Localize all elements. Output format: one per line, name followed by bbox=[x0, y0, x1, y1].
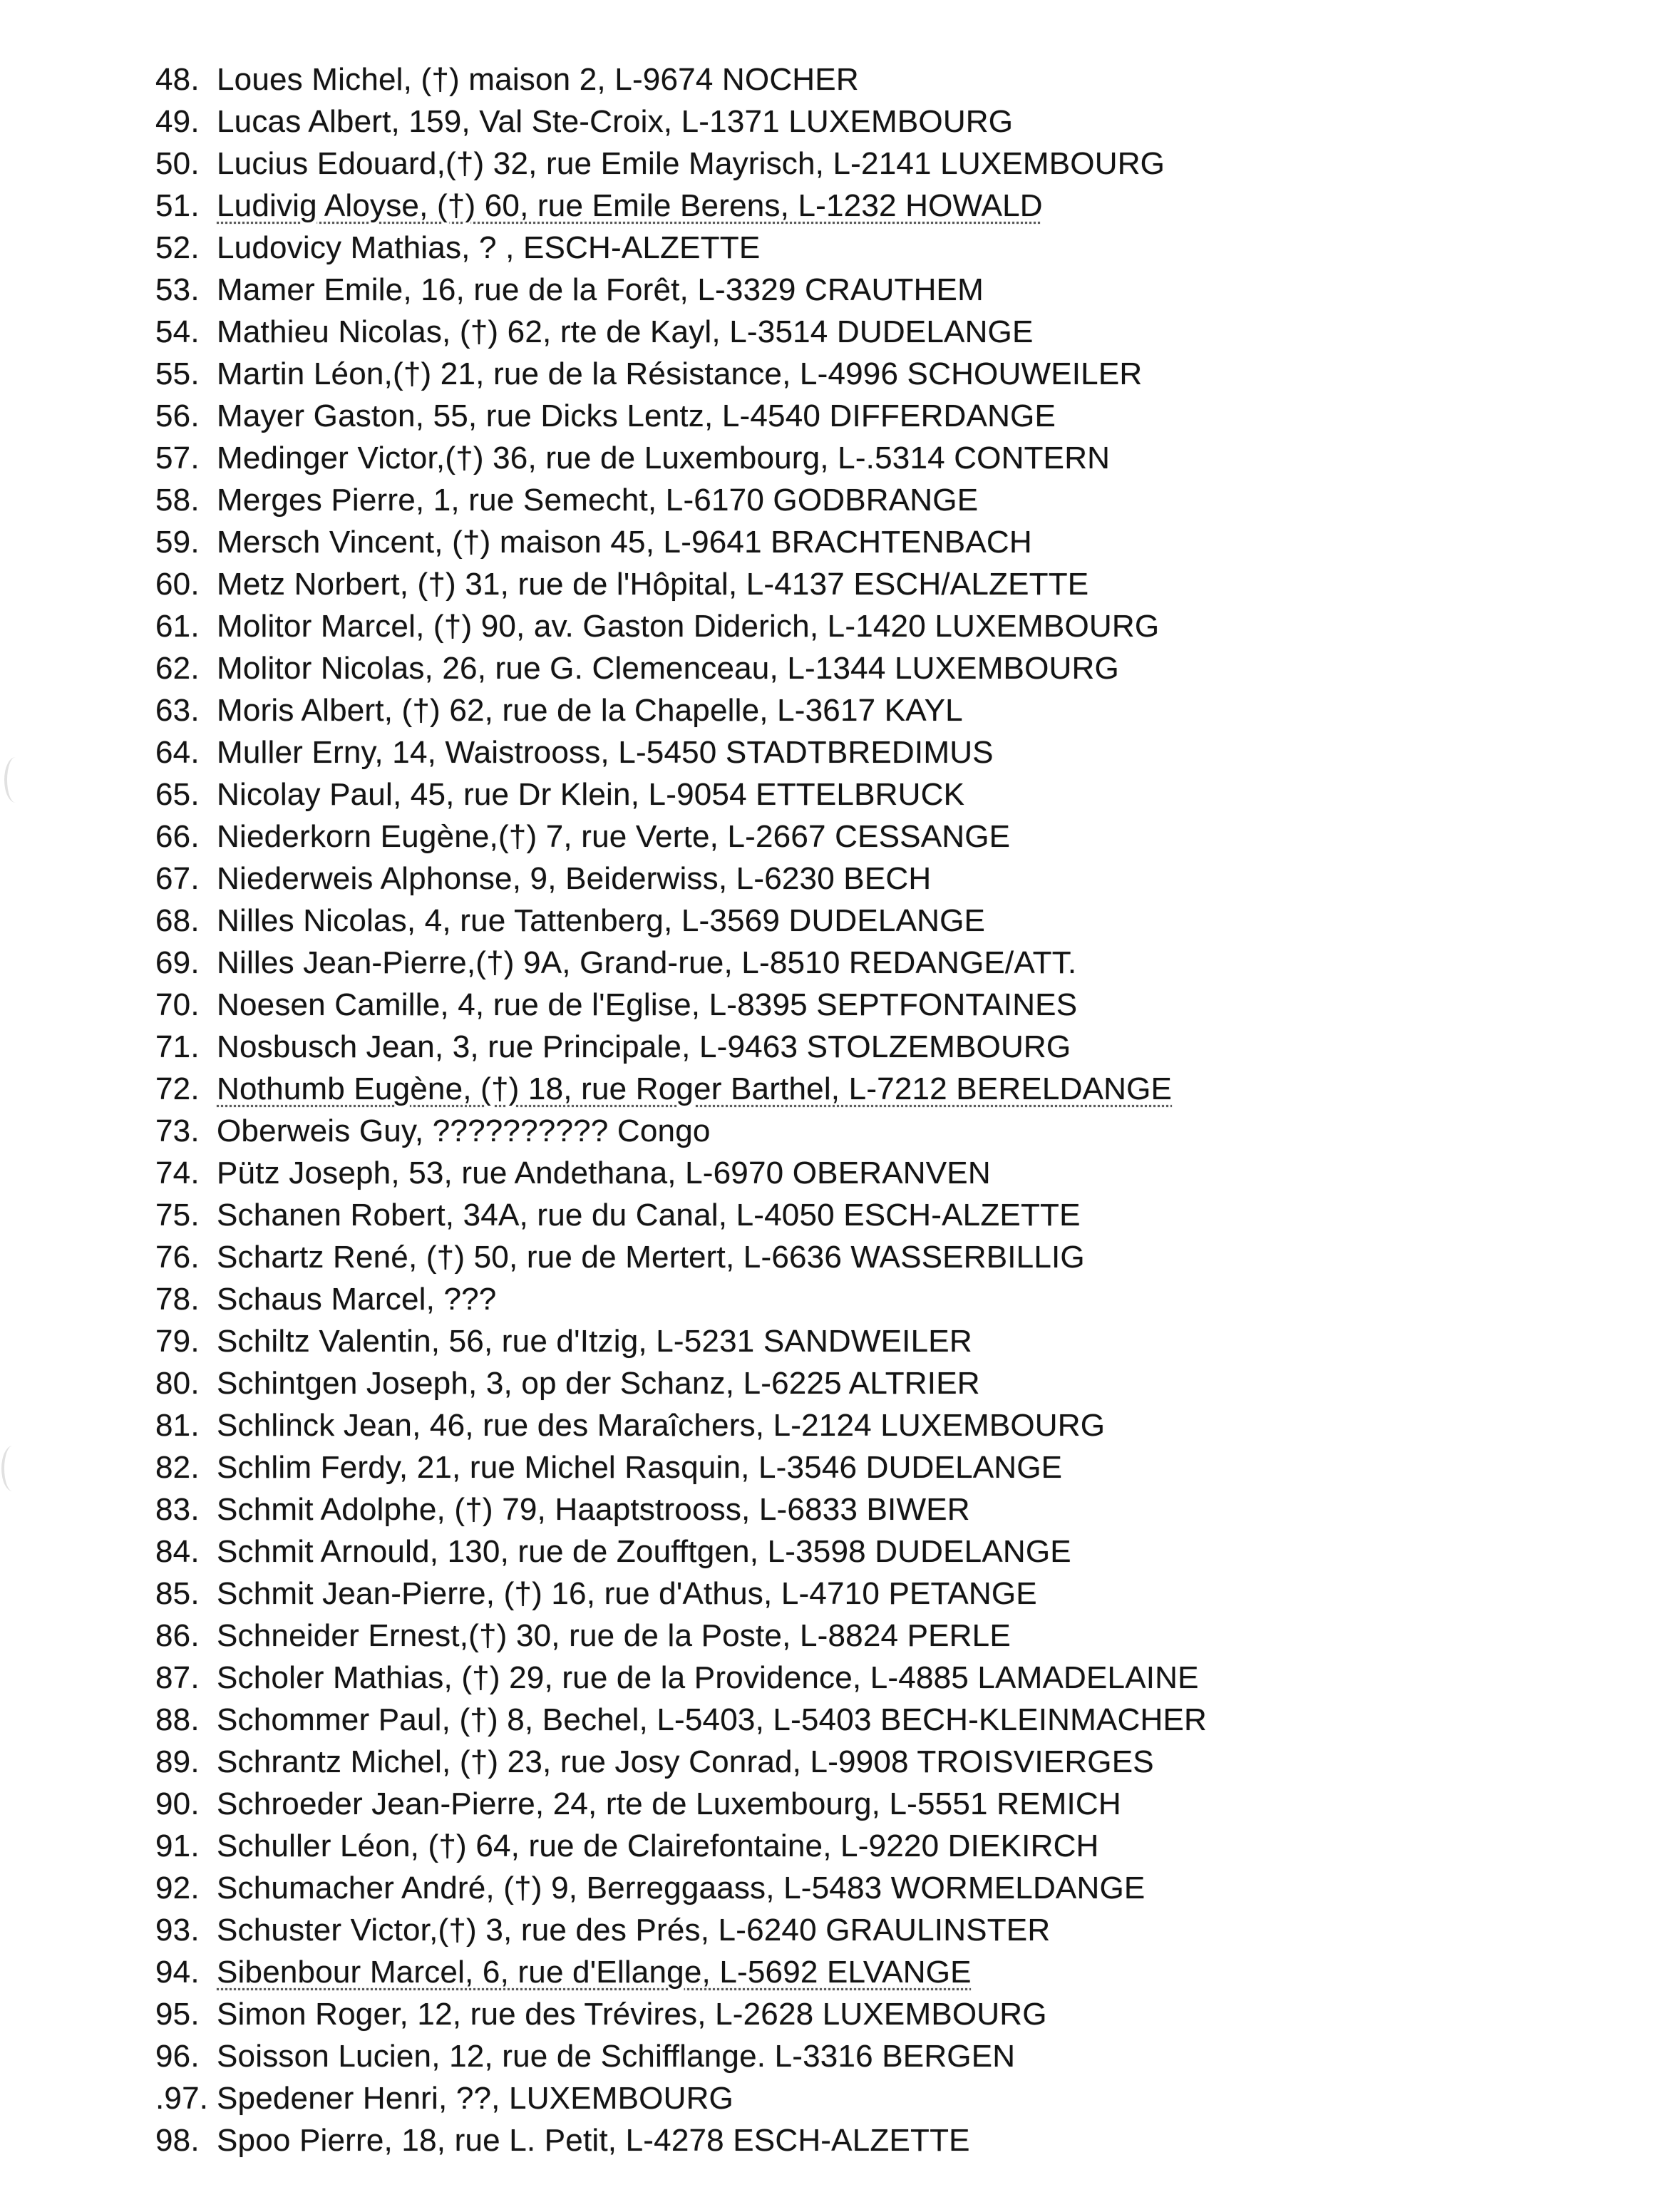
entry-number: 64. bbox=[155, 735, 200, 770]
entry-number: 96. bbox=[155, 2039, 200, 2074]
entry-text: Muller Erny, 14, Waistrooss, L-5450 STADTBREDIMUS bbox=[217, 735, 994, 770]
entry-number: 68. bbox=[155, 903, 200, 938]
entry-text: Ludovicy Mathias, ? , ESCH-ALZETTE bbox=[217, 230, 761, 265]
entry-number: 83. bbox=[155, 1492, 200, 1527]
entry-number: 66. bbox=[155, 819, 200, 854]
entry-number: 49. bbox=[155, 104, 200, 139]
list-item bbox=[155, 1825, 1635, 1867]
entry-number: 86. bbox=[155, 1618, 200, 1653]
list-item bbox=[155, 1026, 1635, 1068]
entry-number: 56. bbox=[155, 398, 200, 433]
entry-text: Sibenbour Marcel, 6, rue d'Ellange, L-5692 ELVANGE bbox=[217, 1955, 972, 1990]
entry-text: Spedener Henri, ??, LUXEMBOURG bbox=[217, 2081, 734, 2116]
list-item bbox=[155, 1573, 1635, 1615]
entry-number: 61. bbox=[155, 609, 200, 644]
list-item bbox=[155, 1657, 1635, 1699]
entry-text: Schaus Marcel, ??? bbox=[217, 1282, 497, 1317]
entry-text: Schommer Paul, (†) 8, Bechel, L-5403, L-5403 BECH-KLEINMACHER bbox=[217, 1702, 1207, 1737]
entry-text: Medinger Victor,(†) 36, rue de Luxembourg, L-.5314 CONTERN bbox=[217, 441, 1111, 475]
entry-text: Mamer Emile, 16, rue de la Forêt, L-3329 CRAUTHEM bbox=[217, 272, 984, 307]
entry-number: 88. bbox=[155, 1702, 200, 1737]
entry-text: Schneider Ernest,(†) 30, rue de la Poste, L-8824 PERLE bbox=[217, 1618, 1011, 1653]
entry-text: Merges Pierre, 1, rue Semecht, L-6170 GODBRANGE bbox=[217, 483, 979, 518]
entry-number: 53. bbox=[155, 272, 200, 307]
list-item bbox=[155, 1404, 1635, 1446]
entry-text: Schanen Robert, 34A, rue du Canal, L-4050 ESCH-ALZETTE bbox=[217, 1198, 1081, 1233]
list-item bbox=[155, 58, 1635, 101]
entry-number: 90. bbox=[155, 1786, 200, 1821]
list-item bbox=[155, 143, 1635, 185]
list-item bbox=[155, 479, 1635, 521]
list-item bbox=[155, 269, 1635, 311]
list-item bbox=[155, 185, 1635, 227]
entry-number: 94. bbox=[155, 1955, 200, 1990]
list-item bbox=[155, 984, 1635, 1026]
entry-text: Lucius Edouard,(†) 32, rue Emile Mayrisch, L-2141 LUXEMBOURG bbox=[217, 146, 1165, 181]
scan-artifact bbox=[4, 757, 27, 803]
entry-number: 74. bbox=[155, 1156, 200, 1190]
entry-text: Pütz Joseph, 53, rue Andethana, L-6970 OBERANVEN bbox=[217, 1156, 991, 1190]
entry-number: 51. bbox=[155, 188, 200, 223]
list-item bbox=[155, 689, 1635, 731]
entry-number: 79. bbox=[155, 1324, 200, 1359]
entry-text: Oberweis Guy, ?????????? Congo bbox=[217, 1113, 711, 1148]
entry-number: 89. bbox=[155, 1744, 200, 1779]
entry-text: Moris Albert, (†) 62, rue de la Chapelle, L-3617 KAYL bbox=[217, 693, 963, 728]
entry-number: .97. bbox=[155, 2081, 209, 2116]
entry-text: Nosbusch Jean, 3, rue Principale, L-9463 STOLZEMBOURG bbox=[217, 1029, 1071, 1064]
entry-text: Scholer Mathias, (†) 29, rue de la Providence, L-4885 LAMADELAINE bbox=[217, 1660, 1199, 1695]
entry-text: Ludivig Aloyse, (†) 60, rue Emile Berens, L-1232 HOWALD bbox=[217, 188, 1043, 223]
entry-text: Metz Norbert, (†) 31, rue de l'Hôpital, L-4137 ESCH/ALZETTE bbox=[217, 567, 1089, 602]
entry-number: 92. bbox=[155, 1871, 200, 1905]
entry-text: Schartz René, (†) 50, rue de Mertert, L-6636 WASSERBILLIG bbox=[217, 1240, 1085, 1275]
entry-text: Nicolay Paul, 45, rue Dr Klein, L-9054 ETTELBRUCK bbox=[217, 777, 965, 812]
entry-list bbox=[155, 58, 1635, 2161]
entry-number: 72. bbox=[155, 1071, 200, 1106]
entry-number: 50. bbox=[155, 146, 200, 181]
entry-text: Nilles Jean-Pierre,(†) 9A, Grand-rue, L-8510 REDANGE/ATT. bbox=[217, 945, 1077, 980]
entry-text: Simon Roger, 12, rue des Trévires, L-2628 LUXEMBOURG bbox=[217, 1997, 1047, 2032]
entry-number: 95. bbox=[155, 1997, 200, 2032]
list-item bbox=[155, 731, 1635, 773]
entry-number: 60. bbox=[155, 567, 200, 602]
entry-text: Molitor Marcel, (†) 90, av. Gaston Diderich, L-1420 LUXEMBOURG bbox=[217, 609, 1160, 644]
entry-text: Noesen Camille, 4, rue de l'Eglise, L-8395 SEPTFONTAINES bbox=[217, 987, 1078, 1022]
entry-text: Molitor Nicolas, 26, rue G. Clemenceau, L-1344 LUXEMBOURG bbox=[217, 651, 1119, 686]
entry-number: 82. bbox=[155, 1450, 200, 1485]
entry-text: Loues Michel, (†) maison 2, L-9674 NOCHER bbox=[217, 62, 859, 97]
list-item bbox=[155, 647, 1635, 689]
list-item bbox=[155, 437, 1635, 479]
entry-text: Martin Léon,(†) 21, rue de la Résistance, L-4996 SCHOUWEILER bbox=[217, 356, 1143, 391]
entry-text: Schuster Victor,(†) 3, rue des Prés, L-6240 GRAULINSTER bbox=[217, 1913, 1051, 1948]
entry-text: Schiltz Valentin, 56, rue d'Itzig, L-5231 SANDWEILER bbox=[217, 1324, 972, 1359]
entry-text: Schmit Adolphe, (†) 79, Haaptstrooss, L-6833 BIWER bbox=[217, 1492, 970, 1527]
entry-number: 57. bbox=[155, 441, 200, 475]
list-item bbox=[155, 1531, 1635, 1573]
entry-number: 67. bbox=[155, 861, 200, 896]
entry-number: 85. bbox=[155, 1576, 200, 1611]
list-item bbox=[155, 2035, 1635, 2077]
entry-text: Schmit Arnould, 130, rue de Zoufftgen, L-3598 DUDELANGE bbox=[217, 1534, 1071, 1569]
list-item bbox=[155, 1699, 1635, 1741]
entry-number: 54. bbox=[155, 314, 200, 349]
list-item bbox=[155, 900, 1635, 942]
list-item bbox=[155, 1362, 1635, 1404]
list-item bbox=[155, 1741, 1635, 1783]
list-item bbox=[155, 1320, 1635, 1362]
entry-text: Soisson Lucien, 12, rue de Schifflange. L-3316 BERGEN bbox=[217, 2039, 1016, 2074]
list-item bbox=[155, 1867, 1635, 1909]
entry-text: Mayer Gaston, 55, rue Dicks Lentz, L-4540 DIFFERDANGE bbox=[217, 398, 1056, 433]
list-item bbox=[155, 1446, 1635, 1488]
entry-text: Schlim Ferdy, 21, rue Michel Rasquin, L-3546 DUDELANGE bbox=[217, 1450, 1063, 1485]
list-item bbox=[155, 2077, 1635, 2119]
list-item bbox=[155, 816, 1635, 858]
list-item bbox=[155, 1993, 1635, 2035]
list-item bbox=[155, 311, 1635, 353]
entry-number: 70. bbox=[155, 987, 200, 1022]
entry-number: 59. bbox=[155, 525, 200, 560]
entry-text: Schmit Jean-Pierre, (†) 16, rue d'Athus, L-4710 PETANGE bbox=[217, 1576, 1037, 1611]
entry-number: 91. bbox=[155, 1828, 200, 1863]
entry-text: Mersch Vincent, (†) maison 45, L-9641 BRACHTENBACH bbox=[217, 525, 1032, 560]
entry-number: 69. bbox=[155, 945, 200, 980]
entry-number: 65. bbox=[155, 777, 200, 812]
list-item bbox=[155, 1152, 1635, 1194]
list-item bbox=[155, 858, 1635, 900]
entry-text: Nilles Nicolas, 4, rue Tattenberg, L-3569 DUDELANGE bbox=[217, 903, 986, 938]
entry-text: Lucas Albert, 159, Val Ste-Croix, L-1371 LUXEMBOURG bbox=[217, 104, 1014, 139]
list-item bbox=[155, 1783, 1635, 1825]
entry-number: 93. bbox=[155, 1913, 200, 1948]
list-item bbox=[155, 1615, 1635, 1657]
list-item bbox=[155, 227, 1635, 269]
list-item bbox=[155, 1236, 1635, 1278]
entry-number: 52. bbox=[155, 230, 200, 265]
entry-number: 84. bbox=[155, 1534, 200, 1569]
scan-artifact bbox=[1, 1446, 24, 1491]
entry-number: 98. bbox=[155, 2123, 200, 2158]
entry-number: 62. bbox=[155, 651, 200, 686]
list-item bbox=[155, 1278, 1635, 1320]
entry-number: 81. bbox=[155, 1408, 200, 1443]
list-item bbox=[155, 942, 1635, 984]
list-item bbox=[155, 773, 1635, 816]
list-item bbox=[155, 1110, 1635, 1152]
list-item bbox=[155, 353, 1635, 395]
entry-number: 87. bbox=[155, 1660, 200, 1695]
list-item bbox=[155, 1488, 1635, 1531]
list-item bbox=[155, 521, 1635, 563]
list-item bbox=[155, 605, 1635, 647]
list-item bbox=[155, 563, 1635, 605]
entry-number: 80. bbox=[155, 1366, 200, 1401]
list-item bbox=[155, 1951, 1635, 1993]
entry-number: 48. bbox=[155, 62, 200, 97]
list-item bbox=[155, 1194, 1635, 1236]
entry-text: Niederkorn Eugène,(†) 7, rue Verte, L-2667 CESSANGE bbox=[217, 819, 1011, 854]
list-item bbox=[155, 395, 1635, 437]
entry-number: 76. bbox=[155, 1240, 200, 1275]
list-item bbox=[155, 101, 1635, 143]
entry-text: Mathieu Nicolas, (†) 62, rte de Kayl, L-3514 DUDELANGE bbox=[217, 314, 1034, 349]
entry-number: 63. bbox=[155, 693, 200, 728]
entry-number: 55. bbox=[155, 356, 200, 391]
entry-text: Niederweis Alphonse, 9, Beiderwiss, L-6230 BECH bbox=[217, 861, 932, 896]
entry-text: Schrantz Michel, (†) 23, rue Josy Conrad, L-9908 TROISVIERGES bbox=[217, 1744, 1154, 1779]
entry-number: 71. bbox=[155, 1029, 200, 1064]
entry-text: Nothumb Eugène, (†) 18, rue Roger Barthel, L-7212 BERELDANGE bbox=[217, 1071, 1173, 1106]
entry-number: 58. bbox=[155, 483, 200, 518]
list-item bbox=[155, 1068, 1635, 1110]
list-item bbox=[155, 2119, 1635, 2161]
entry-number: 73. bbox=[155, 1113, 200, 1148]
entry-text: Schlinck Jean, 46, rue des Maraîchers, L-2124 LUXEMBOURG bbox=[217, 1408, 1106, 1443]
entry-text: Schroeder Jean-Pierre, 24, rte de Luxembourg, L-5551 REMICH bbox=[217, 1786, 1121, 1821]
entry-text: Schuller Léon, (†) 64, rue de Clairefontaine, L-9220 DIEKIRCH bbox=[217, 1828, 1099, 1863]
entry-text: Spoo Pierre, 18, rue L. Petit, L-4278 ESCH-ALZETTE bbox=[217, 2123, 970, 2158]
entry-text: Schintgen Joseph, 3, op der Schanz, L-6225 ALTRIER bbox=[217, 1366, 980, 1401]
entry-number: 78. bbox=[155, 1282, 200, 1317]
entry-text: Schumacher André, (†) 9, Berreggaass, L-5483 WORMELDANGE bbox=[217, 1871, 1146, 1905]
entry-number: 75. bbox=[155, 1198, 200, 1233]
list-item bbox=[155, 1909, 1635, 1951]
